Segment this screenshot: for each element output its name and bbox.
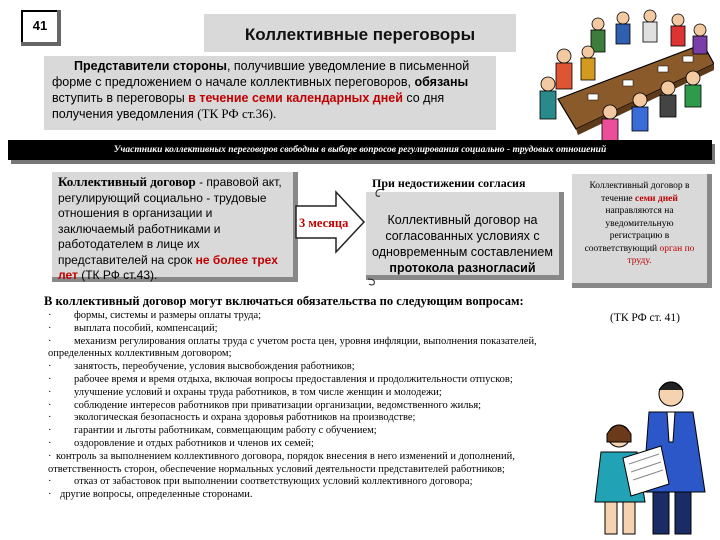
bullet: ·: [48, 489, 52, 501]
bullet: ·: [48, 373, 52, 385]
bullet: ·: [48, 310, 52, 321]
slide-number: 41: [23, 12, 57, 42]
bullet: ·: [48, 335, 52, 347]
list-item: · занятость, переобучение, условия высвобождения работников;: [48, 361, 355, 373]
bullet: ·: [48, 322, 52, 334]
bullet: ·: [48, 476, 52, 488]
bullet: ·: [48, 425, 52, 437]
list-item: · механизм регулирования оплаты труда с учетом роста цен, уровня инфляции, выполнения показателей,: [48, 335, 537, 347]
list-item: · отказ от забастовок при выполнении соответствующих условий коллективного договора;: [48, 476, 473, 488]
list-item-continuation: определенных коллективным договором;: [48, 348, 232, 360]
list-item-continuation: ответственность сторон, обеспечение нормальных условий деятельности представителей работников;: [48, 463, 505, 475]
business-people-illustration: [583, 372, 718, 537]
three-months-label: 3 месяца: [299, 216, 349, 230]
obligations-heading: В коллективный договор могут включаться обязательства по следующим вопросам:: [44, 294, 524, 308]
registration-text-1: Коллективный договор в течение: [589, 181, 690, 204]
list-reference: (ТК РФ ст. 41): [610, 312, 680, 324]
page-title: Коллективные переговоры: [204, 14, 516, 52]
slide-number-box: [21, 10, 61, 46]
freedom-banner: Участники коллективных переговоров свободны в выборе вопросов регулирования социально - трудовых отношений: [8, 140, 712, 160]
list-item: · формы, системы и размеры оплаты труда;: [48, 310, 262, 321]
disagreement-protocol: протокола разногласий: [389, 261, 536, 275]
representatives-lead: Представители стороны: [74, 59, 227, 73]
bullet: ·: [48, 361, 52, 373]
list-item: · рабочее время и время отдыха, включая вопросы предоставления и продолжительности отпусков;: [48, 373, 513, 385]
collective-agreement-definition: [52, 172, 298, 282]
representatives-obligation-text: [44, 56, 496, 130]
bullet: ·: [48, 437, 52, 449]
representatives-reference: (ТК РФ ст.36).: [197, 106, 277, 121]
no-agreement-label: При недостижении согласия: [372, 176, 526, 190]
seven-days-deadline: в течение семи календарных дней: [188, 91, 403, 105]
collective-agreement-reference: (ТК РФ ст.43).: [77, 268, 158, 282]
list-item: · оздоровление и отдых работников и членов их семей;: [48, 437, 314, 449]
collective-agreement-term: Коллективный договор: [58, 174, 196, 189]
collective-agreement-definition-text: - правовой акт, регулирующий социально - трудовые отношения в организации и заключаемый работниками и работодателем в лице их представителей на срок: [58, 175, 282, 267]
representatives-text-1: , получившие уведомление в письменной форме с предложением о начале коллективных переговоров,: [52, 59, 470, 89]
registration-box: [572, 174, 712, 288]
agreed-conditions-text: Коллективный договор на согласованных условиях с одновременным составлением: [372, 213, 553, 259]
three-years-term: не более трех лет: [58, 252, 278, 282]
bullet: ·: [48, 412, 52, 424]
agreed-conditions-box: [366, 192, 564, 280]
list-item: · экологическая безопасность и охрана здоровья работников на производстве;: [48, 412, 416, 424]
negotiation-table-illustration: [528, 4, 714, 144]
representatives-text-2: вступить в переговоры: [52, 91, 189, 105]
bullet: ·: [48, 399, 52, 411]
labor-organ-label: орган по труду.: [627, 243, 695, 266]
obliged-word: обязаны: [414, 75, 469, 89]
registration-text-2: направляются на уведомительную регистрацию в соответствующий: [584, 206, 674, 254]
list-item: · контроль за выполнением коллективного договора, порядок внесения в него изменений и дополнений,: [48, 450, 515, 462]
representatives-text-3: со дня получения уведомления: [52, 91, 445, 121]
list-item: · улучшение условий и охраны труда работников, в том числе женщин и молодежи;: [48, 386, 442, 398]
scroll-curl-icon: [366, 277, 378, 287]
bullet: ·: [48, 386, 52, 398]
list-item: · гарантии и льготы работникам, совмещающим работу с обучением;: [48, 425, 377, 437]
list-item: · соблюдение интересов работников при приватизации организации, ведомственного жилья;: [48, 399, 482, 411]
list-item: · другие вопросы, определенные сторонами.: [48, 489, 253, 501]
seven-days-label: семи дней: [635, 193, 678, 204]
scroll-curl-icon: [374, 188, 386, 198]
list-item: · выплата пособий, компенсаций;: [48, 322, 218, 334]
bullet: ·: [48, 450, 52, 462]
